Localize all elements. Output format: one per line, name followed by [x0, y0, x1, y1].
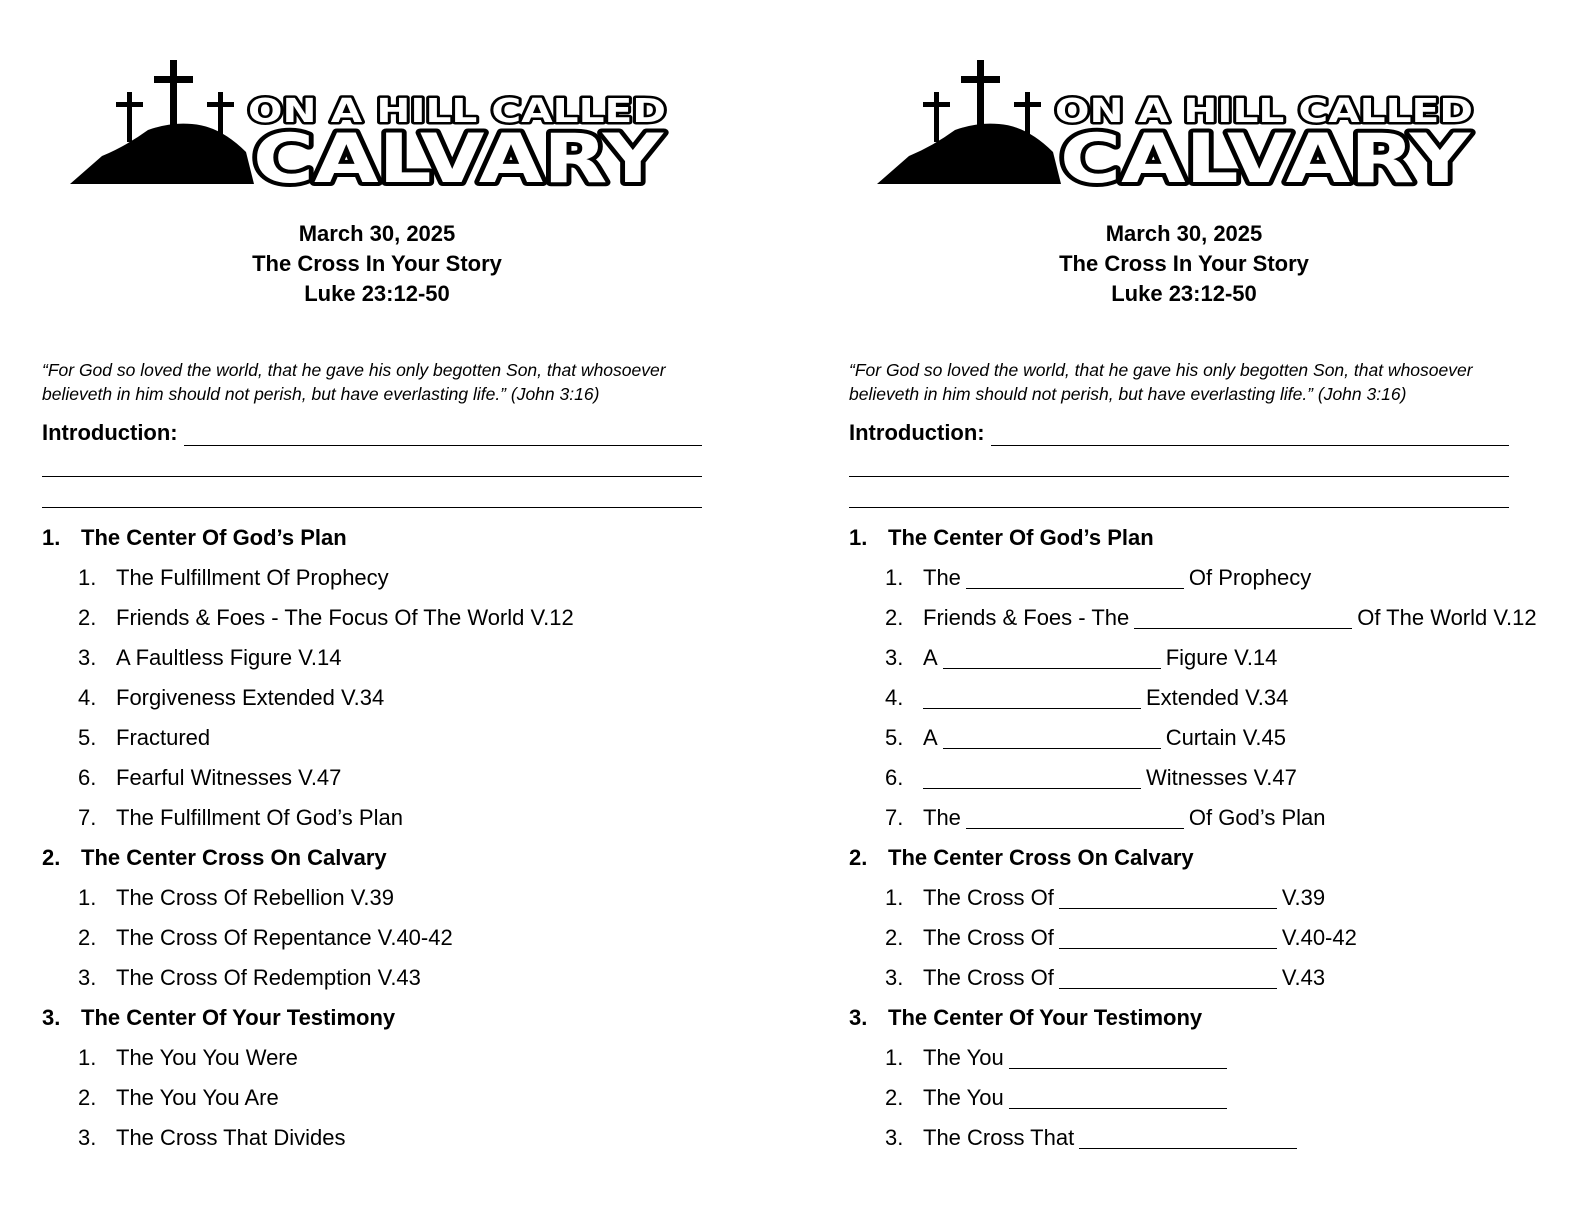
point-number: 2.	[78, 925, 97, 950]
point-text: The Cross Of Rebellion V.39	[116, 885, 394, 910]
point-number: 2.	[885, 1085, 904, 1110]
section-number: 1.	[42, 525, 61, 550]
fill-in-blank[interactable]	[923, 768, 1141, 789]
fill-in-blank[interactable]	[1059, 968, 1277, 989]
logo-line2: CALVARY	[253, 120, 664, 188]
sermon-scripture: Luke 23:12-50	[1111, 281, 1257, 306]
logo-line1: ON A HILL CALLED	[248, 91, 666, 130]
point-number: 1.	[885, 1045, 904, 1070]
point-number: 2.	[885, 925, 904, 950]
introduction-notes	[849, 419, 1509, 508]
point-text: The You You Are	[116, 1085, 279, 1110]
sermon-outline-fill-in	[849, 518, 1549, 1158]
point-text-before: A	[923, 645, 938, 670]
section-title: The Center Cross On Calvary	[81, 845, 387, 870]
outline-point	[849, 1078, 1549, 1118]
outline-point	[42, 718, 742, 758]
point-number: 7.	[885, 805, 904, 830]
outline-point	[849, 798, 1549, 838]
point-text-before: The Cross Of	[923, 965, 1054, 990]
outline-point	[42, 1038, 742, 1078]
outline-point	[849, 958, 1549, 998]
note-line[interactable]	[849, 454, 1509, 477]
logo-line1: ON A HILL CALLED	[1055, 91, 1473, 130]
point-number: 3.	[78, 965, 97, 990]
point-number: 1.	[78, 885, 97, 910]
outline-point	[42, 1118, 742, 1158]
point-text-before: The You	[923, 1045, 1004, 1070]
point-number: 5.	[885, 725, 904, 750]
three-crosses-on-hill-icon	[877, 60, 1477, 188]
note-line[interactable]	[991, 423, 1509, 446]
outline-point	[849, 638, 1549, 678]
outline-point	[42, 878, 742, 918]
point-number: 1.	[78, 565, 97, 590]
point-number: 1.	[78, 1045, 97, 1070]
sermon-outline	[42, 518, 742, 1158]
outline-point	[849, 1118, 1549, 1158]
section-title: The Center Of Your Testimony	[888, 1005, 1203, 1030]
point-text-after: Of Prophecy	[1188, 565, 1312, 590]
sermon-title: The Cross In Your Story	[1059, 251, 1309, 276]
point-text-before: The You	[923, 1085, 1004, 1110]
section-heading	[42, 518, 742, 558]
point-number: 6.	[78, 765, 97, 790]
point-text: The Cross That Divides	[116, 1125, 346, 1150]
point-text-after: Witnesses V.47	[1146, 765, 1297, 790]
fill-in-blank[interactable]	[1079, 1128, 1297, 1149]
point-text-after: Of God’s Plan	[1188, 805, 1326, 830]
section-title: The Center Cross On Calvary	[888, 845, 1194, 870]
point-text-after: Curtain V.45	[1165, 725, 1286, 750]
point-number: 2.	[78, 605, 97, 630]
fill-in-blank[interactable]	[943, 728, 1161, 749]
point-text-before: The	[923, 565, 961, 590]
outline-point	[849, 918, 1549, 958]
outline-point	[849, 758, 1549, 798]
outline-point	[42, 678, 742, 718]
point-text: Fractured	[116, 725, 211, 750]
section-number: 3.	[849, 1005, 868, 1030]
point-number: 5.	[78, 725, 97, 750]
point-number: 3.	[885, 1125, 904, 1150]
section-title: The Center Of Your Testimony	[81, 1005, 396, 1030]
section-heading	[849, 998, 1549, 1038]
point-number: 3.	[78, 645, 97, 670]
point-text: Fearful Witnesses V.47	[116, 765, 342, 790]
section-heading	[849, 838, 1549, 878]
sermon-header	[849, 219, 1519, 309]
fill-in-blank[interactable]	[1009, 1088, 1227, 1109]
point-text: The Fulfillment Of God’s Plan	[116, 805, 403, 830]
outline-point	[42, 598, 742, 638]
handout-filled	[42, 0, 742, 1224]
sermon-title: The Cross In Your Story	[252, 251, 502, 276]
introduction-notes	[42, 419, 702, 508]
point-text: The Cross Of Repentance V.40-42	[116, 925, 453, 950]
key-verse: “For God so loved the world, that he gave his only begotten Son, that whosoever believeth in him should not perish, but have everlasting life.” (John 3:16)	[42, 360, 666, 404]
fill-in-blank[interactable]	[1009, 1048, 1227, 1069]
outline-point	[849, 1038, 1549, 1078]
section-title: The Center Of God’s Plan	[888, 525, 1154, 550]
note-line[interactable]	[42, 485, 702, 508]
point-text-before: The	[923, 805, 961, 830]
key-verse: “For God so loved the world, that he gave his only begotten Son, that whosoever believeth in him should not perish, but have everlasting life.” (John 3:16)	[849, 360, 1473, 404]
point-text: The Fulfillment Of Prophecy	[116, 565, 389, 590]
point-number: 3.	[885, 645, 904, 670]
three-crosses-on-hill-icon	[70, 60, 670, 188]
handout-fill-in	[849, 0, 1549, 1224]
outline-point	[42, 638, 742, 678]
outline-point	[42, 918, 742, 958]
point-text-before: The Cross Of	[923, 885, 1054, 910]
point-number: 4.	[885, 685, 904, 710]
point-number: 1.	[885, 565, 904, 590]
outline-point	[42, 798, 742, 838]
outline-point	[849, 678, 1549, 718]
point-text: The Cross Of Redemption V.43	[116, 965, 421, 990]
section-title: The Center Of God’s Plan	[81, 525, 347, 550]
point-number: 6.	[885, 765, 904, 790]
point-text-after: V.39	[1281, 885, 1326, 910]
calvary-logo	[70, 60, 670, 188]
outline-point	[849, 598, 1549, 638]
introduction-label: Introduction:	[849, 420, 985, 445]
logo-line2: CALVARY	[1060, 120, 1471, 188]
point-text: Friends & Foes - The Focus Of The World V.12	[116, 605, 574, 630]
section-number: 3.	[42, 1005, 61, 1030]
point-number: 7.	[78, 805, 97, 830]
point-number: 2.	[78, 1085, 97, 1110]
fill-in-blank[interactable]	[1059, 888, 1277, 909]
section-heading	[42, 838, 742, 878]
outline-point	[42, 558, 742, 598]
point-text-before: The Cross Of	[923, 925, 1054, 950]
point-text-before: The Cross That	[923, 1125, 1075, 1150]
calvary-logo	[877, 60, 1477, 188]
sermon-header	[42, 219, 712, 309]
point-number: 4.	[78, 685, 97, 710]
outline-point	[42, 1078, 742, 1118]
section-heading	[42, 998, 742, 1038]
outline-point	[849, 558, 1549, 598]
section-number: 2.	[42, 845, 61, 870]
outline-point	[42, 758, 742, 798]
point-text-after: Extended V.34	[1146, 685, 1289, 710]
point-text-after: V.40-42	[1281, 925, 1357, 950]
point-text-after: V.43	[1281, 965, 1326, 990]
sermon-date: March 30, 2025	[1105, 221, 1263, 246]
point-number: 3.	[78, 1125, 97, 1150]
point-number: 3.	[885, 965, 904, 990]
point-text-before: A	[923, 725, 938, 750]
fill-in-blank[interactable]	[1134, 608, 1352, 629]
point-text-after: Figure V.14	[1165, 645, 1278, 670]
section-heading	[849, 518, 1549, 558]
point-number: 1.	[885, 885, 904, 910]
point-text-after: Of The World V.12	[1357, 605, 1537, 630]
point-text: A Faultless Figure V.14	[116, 645, 342, 670]
point-number: 2.	[885, 605, 904, 630]
sermon-scripture: Luke 23:12-50	[304, 281, 450, 306]
note-line[interactable]	[849, 485, 1509, 508]
fill-in-blank[interactable]	[943, 648, 1161, 669]
outline-point	[849, 878, 1549, 918]
point-text: Forgiveness Extended V.34	[116, 685, 385, 710]
note-line[interactable]	[184, 423, 702, 446]
section-number: 1.	[849, 525, 868, 550]
sermon-date: March 30, 2025	[298, 221, 456, 246]
point-text-before: Friends & Foes - The	[923, 605, 1130, 630]
fill-in-blank[interactable]	[1059, 928, 1277, 949]
fill-in-blank[interactable]	[966, 808, 1184, 829]
section-number: 2.	[849, 845, 868, 870]
introduction-label: Introduction:	[42, 420, 178, 445]
point-text: The You You Were	[116, 1045, 298, 1070]
fill-in-blank[interactable]	[923, 688, 1141, 709]
fill-in-blank[interactable]	[966, 568, 1184, 589]
outline-point	[42, 958, 742, 998]
outline-point	[849, 718, 1549, 758]
note-line[interactable]	[42, 454, 702, 477]
